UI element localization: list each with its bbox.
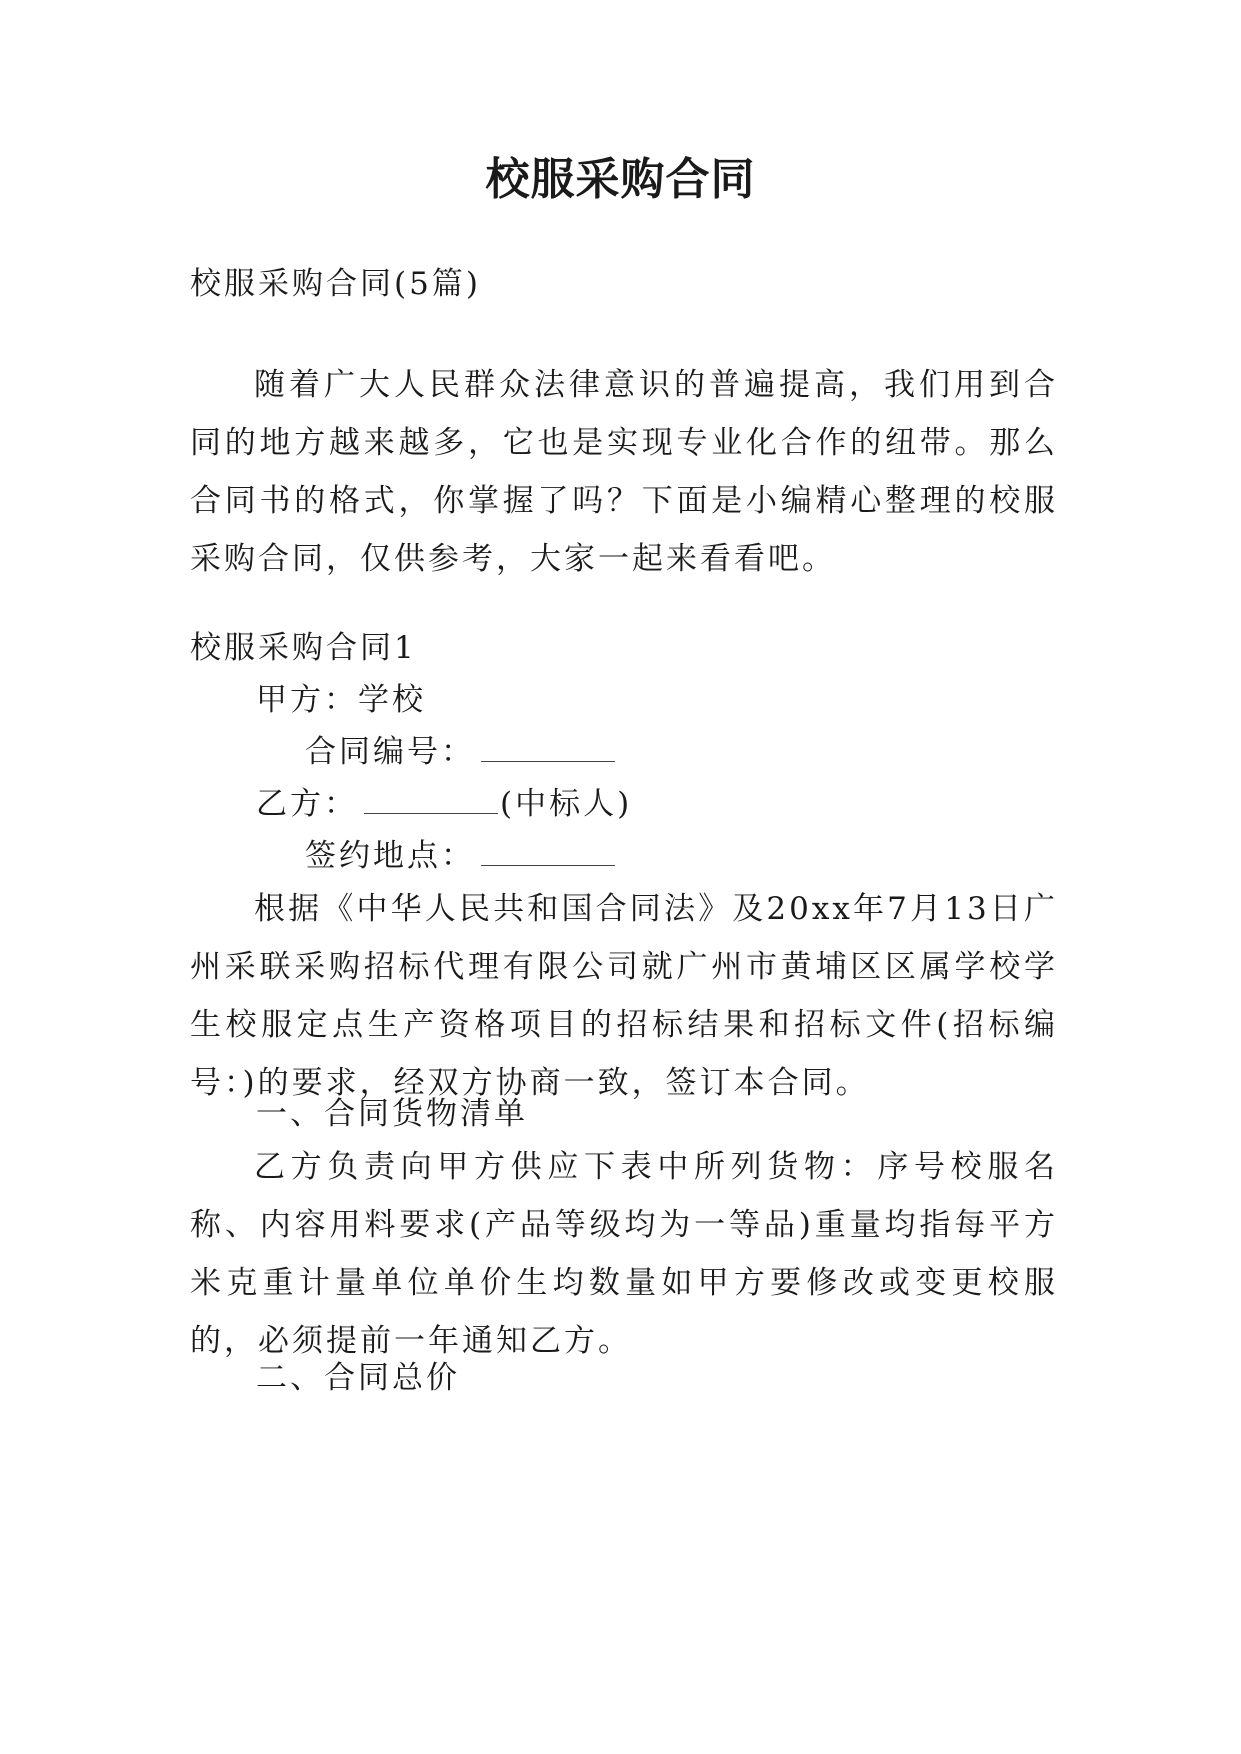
sign-place-line — [305, 836, 617, 876]
party-b-suffix: (中标人) — [500, 786, 633, 822]
clause-1-body: 乙方负责向甲方供应下表中所列货物：序号校服名称、内容用料要求(产品等级均为一等品)重量均指每平方米克重计量单位单价生均数量如甲方要修改或变更校服的，必须提前一年通知乙方。 — [190, 1149, 1058, 1359]
intro-paragraph: 随着广大人民群众法律意识的普遍提高，我们用到合同的地方越来越多，它也是实现专业化合作的纽带。那么合同书的格式，你掌握了吗？下面是小编精心整理的校服采购合同，仅供参考，大家一起来看看吧。 — [190, 367, 1058, 577]
basis-paragraph: 根据《中华人民共和国合同法》及20xx年7月13日广州采联采购招标代理有限公司就广州市黄埔区区属学校学生校服定点生产资格项目的招标结果和招标文件(招标编号：)的要求，经双方协商一致，签订本合同。 — [190, 891, 1058, 1101]
party-b-line — [256, 784, 632, 824]
party-b-label: 乙方： — [256, 786, 358, 822]
document-title: 校服采购合同 — [485, 154, 756, 205]
party-b-blank — [364, 789, 498, 814]
section-title: 校服采购合同1 — [190, 630, 417, 666]
sign-place-label: 签约地点： — [305, 838, 475, 874]
sign-place-blank — [481, 841, 615, 866]
clause-1-title: 一、合同货物清单 — [256, 1096, 528, 1132]
document-subtitle: 校服采购合同(5篇) — [190, 266, 481, 302]
contract-number-label: 合同编号： — [305, 734, 475, 770]
contract-number-line — [305, 732, 617, 772]
contract-number-blank — [481, 737, 615, 762]
clause-2-title: 二、合同总价 — [256, 1360, 460, 1396]
party-a-line: 甲方：学校 — [256, 682, 426, 718]
